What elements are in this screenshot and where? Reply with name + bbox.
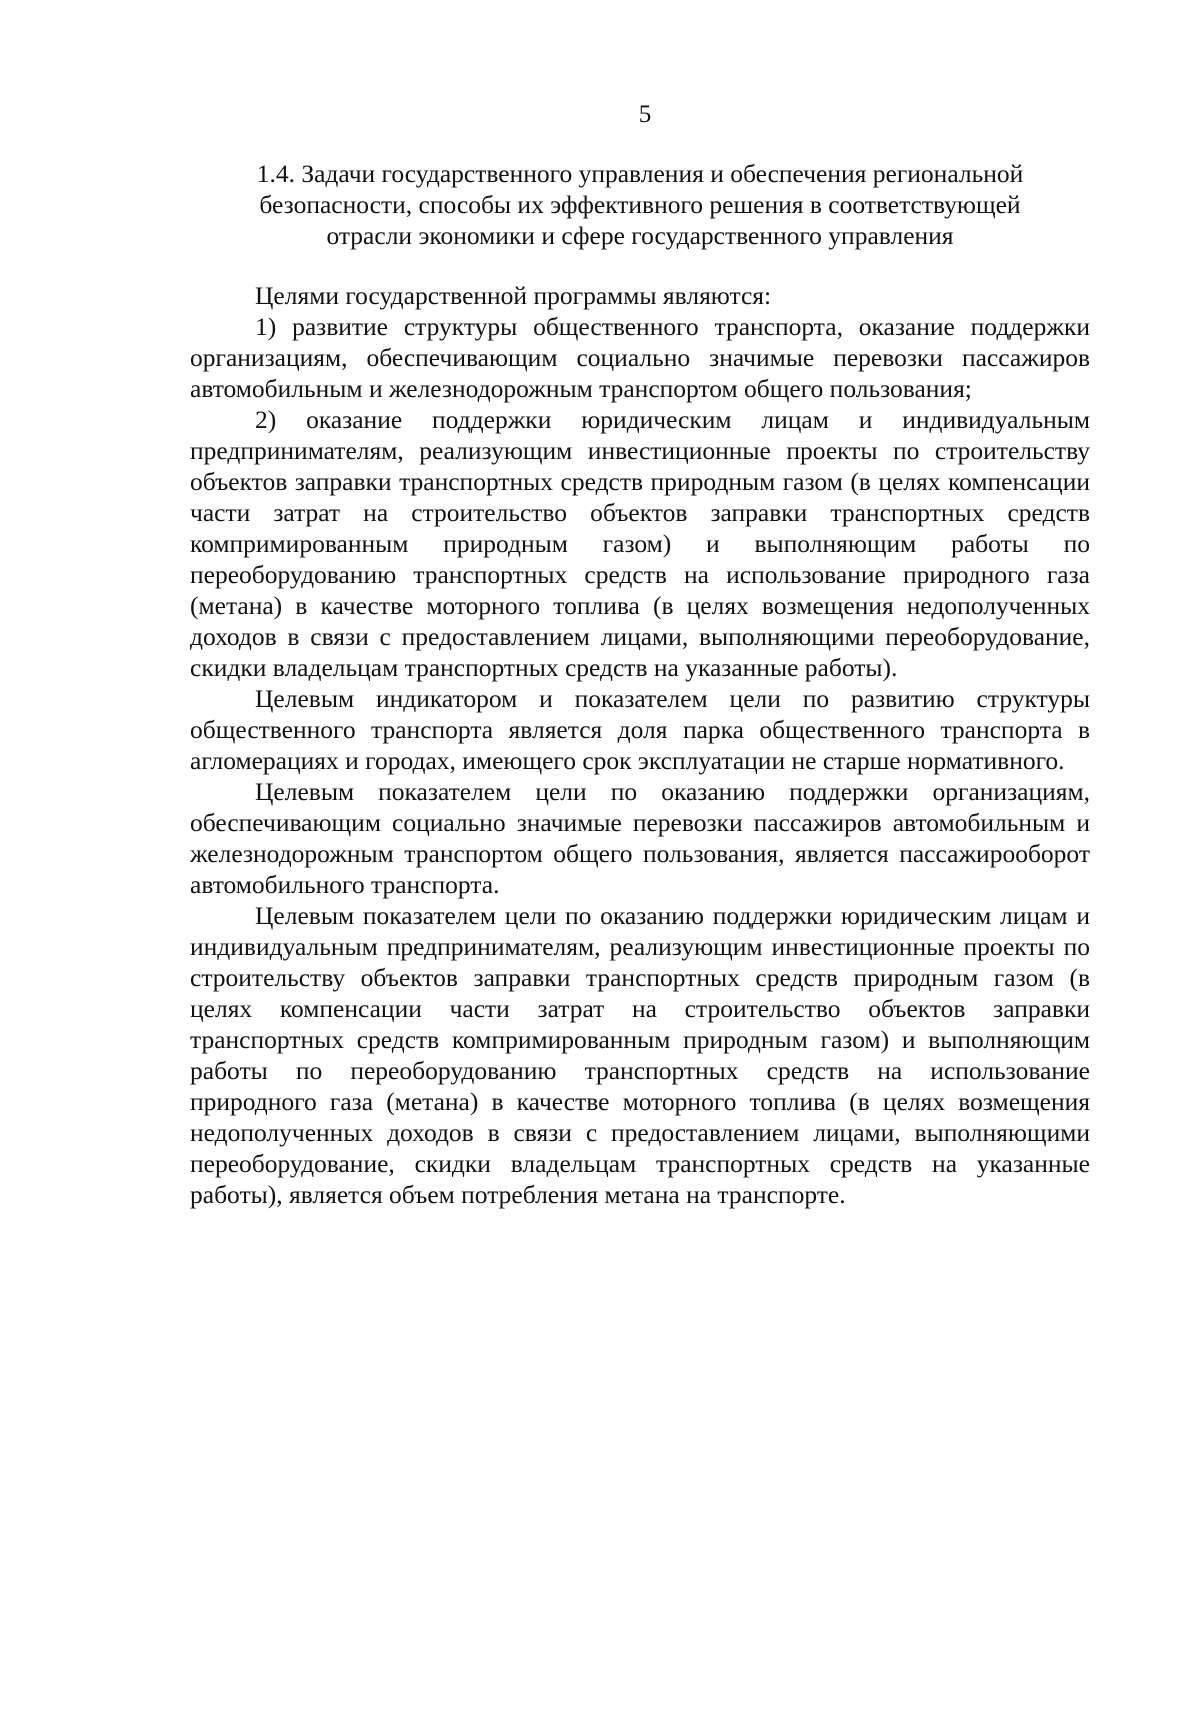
paragraph-goal-1: 1) развитие структуры общественного транспорта, оказание поддержки организациям, обеспечивающим социально значимые перевозки пассажиров автомобильным и железнодорожным транспортом общего пользования; [190, 312, 1090, 403]
paragraph-indicator-structure: Целевым индикатором и показателем цели по развитию структуры общественного транспорта является доля парка общественного транспорта в агломерациях и городах, имеющего срок эксплуатации не старше нормативного. [190, 684, 1090, 775]
heading-line: 1.4. Задачи государственного управления и обеспечения региональной [256, 159, 1024, 188]
body-text [190, 280, 1090, 1210]
page-number: 5 [638, 101, 652, 128]
paragraph-indicator-methane: Целевым показателем цели по оказанию поддержки юридическим лицам и индивидуальным предпринимателям, реализующим инвестиционные проекты по строительству объектов заправки транспортных средств природным газом (в целях компенсации части затрат на строительство объектов заправки транспортных средств компримированным природным газом) и выполняющим работы по переоборудованию транспортных средств на использование природного газа (метана) в качестве моторного топлива (в целях возмещения недополученных доходов в связи с предоставлением лицами, выполняющими переоборудование, скидки владельцам транспортных средств на указанные работы), является объем потребления метана на транспорте. [190, 901, 1090, 1209]
paragraph-goals-intro: Целями государственной программы являются: [255, 281, 772, 310]
section-heading [190, 158, 1090, 251]
heading-line: безопасности, способы их эффективного решения в соответствующей [259, 190, 1021, 219]
paragraph-goal-2: 2) оказание поддержки юридическим лицам и индивидуальным предпринимателям, реализующим инвестиционные проекты по строительству объектов заправки транспортных средств природным газом (в целях компенсации части затрат на строительство объектов заправки транспортных средств компримированным природным газом) и выполняющим работы по переоборудованию транспортных средств на использование природного газа (метана) в качестве моторного топлива (в целях возмещения недополученных доходов в связи с предоставлением лицами, выполняющими переоборудование, скидки владельцам транспортных средств на указанные работы). [190, 405, 1090, 682]
paragraph-indicator-passenger: Целевым показателем цели по оказанию поддержки организациям, обеспечивающим социально значимые перевозки пассажиров автомобильным и железнодорожным транспортом общего пользования, является пассажирооборот автомобильного транспорта. [190, 777, 1090, 899]
heading-line: отрасли экономики и сфере государственного управления [326, 221, 954, 250]
